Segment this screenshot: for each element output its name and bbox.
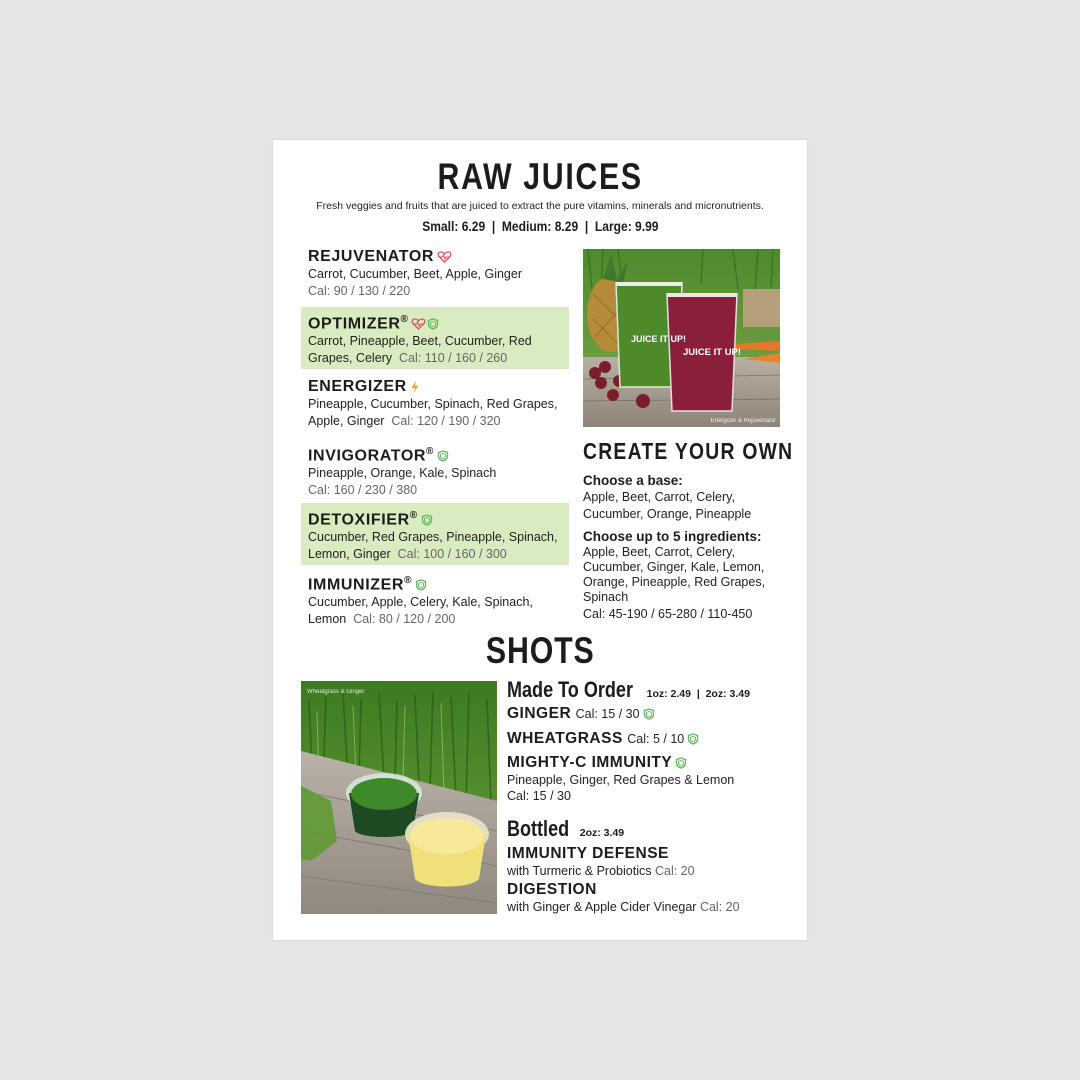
shield-icon (643, 708, 655, 720)
juice-ingredients: Pineapple, Cucumber, Spinach, Red Grapes, Apple, Ginger (308, 397, 558, 428)
shot-name: MIGHTY-C IMMUNITY (507, 754, 673, 771)
cyo-base-options: Apple, Beet, Carrot, Celery, Cucumber, Orange, Pineapple (583, 490, 752, 521)
juice-item-optimizer (301, 307, 569, 369)
bottled-header (507, 816, 624, 842)
juice-photo-caption: Energizer & Rejuvenator (710, 418, 776, 424)
raw-juices-prices: Small: 6.29 | Medium: 8.29 | Large: 9.99 (421, 218, 659, 234)
shot-name: IMMUNITY DEFENSE (507, 845, 669, 862)
cyo-base-label: Choose a base: (583, 473, 683, 488)
shot-calories: Cal: 15 / 30 (575, 707, 640, 721)
shot-calories: Cal: 20 (699, 900, 740, 914)
shot-item-wheatgrass (507, 730, 787, 748)
juice-ingredients: Cucumber, Apple, Celery, Kale, Spinach, Lemon (308, 595, 533, 627)
registered-mark: ® (404, 575, 413, 586)
juice-ingredients: Carrot, Cucumber, Beet, Apple, Ginger (308, 267, 522, 281)
juice-item-rejuvenator (301, 244, 569, 303)
juice-calories: Cal: 80 / 120 / 200 (353, 612, 456, 627)
cyo-ingredients-section (583, 528, 783, 622)
juice-name: ENERGIZER (308, 378, 407, 395)
shots-title: SHOTS (485, 630, 595, 671)
shot-calories: Cal: 20 (654, 864, 695, 878)
shot-name: DIGESTION (507, 881, 597, 898)
shield-icon (427, 318, 439, 330)
juice-name: OPTIMIZER (308, 315, 401, 333)
juice-name: IMMUNIZER (308, 576, 405, 594)
juice-ingredients: Pineapple, Orange, Kale, Spinach (308, 466, 497, 481)
juice-ingredients: Carrot, Pineapple, Beet, Cucumber, Red Grapes, Celery (308, 334, 532, 366)
shot-item-digestion (507, 881, 787, 915)
shield-icon (415, 579, 427, 591)
menu-card (273, 140, 807, 940)
juice-item-immunizer (301, 568, 569, 631)
cup-logo: JUICE IT UP! (631, 334, 687, 344)
heart-icon (437, 251, 452, 263)
shield-icon (421, 514, 433, 526)
juice-calories: Cal: 90 / 130 / 220 (308, 284, 411, 298)
juice-item-detoxifier (301, 503, 569, 565)
juice-calories: Cal: 100 / 160 / 300 (397, 547, 507, 562)
shot-name: GINGER (507, 705, 572, 722)
cup-logo: JUICE IT UP! (683, 347, 742, 358)
shield-icon (687, 733, 699, 745)
raw-juices-title: RAW JUICES (437, 156, 643, 197)
juice-calories: Cal: 110 / 160 / 260 (399, 351, 508, 366)
juice-calories: Cal: 160 / 230 / 380 (308, 483, 418, 498)
shots-photo-caption: Wheatgrass & Ginger (307, 689, 365, 695)
create-your-own-title: CREATE YOUR OWN (583, 438, 794, 464)
shot-ingredients: Pineapple, Ginger, Red Grapes & Lemon (507, 773, 735, 787)
shot-description: with Ginger & Apple Cider Vinegar (507, 900, 697, 914)
shots-photo (301, 681, 497, 914)
juice-photo (583, 249, 780, 427)
shot-name: WHEATGRASS (507, 730, 623, 747)
raw-juices-tagline: Fresh veggies and fruits that are juiced to extract the pure vitamins, minerals and micronutrients. (316, 200, 764, 212)
juice-ingredients: Cucumber, Red Grapes, Pineapple, Spinach, Lemon, Ginger (308, 530, 558, 562)
juice-item-invigorator (301, 439, 569, 502)
registered-mark: ® (409, 510, 418, 521)
shot-item-mighty-c (507, 754, 787, 804)
cyo-ingredients-options: Apple, Beet, Carrot, Celery, Cucumber, Ginger, Kale, Lemon, Orange, Pineapple, Red Grapes, Spinach (583, 545, 766, 604)
bottled-prices: 2oz: 3.49 (579, 827, 625, 839)
heart-icon (411, 318, 426, 330)
shot-item-ginger (507, 705, 787, 723)
made-to-order-prices: 1oz: 2.49 | 2oz: 3.49 (646, 688, 750, 700)
made-to-order-header (507, 677, 750, 703)
cyo-calories: Cal: 45-190 / 65-280 / 110-450 (583, 607, 753, 621)
shot-calories: Cal: 15 / 30 (507, 789, 571, 803)
cyo-base-section (583, 472, 793, 523)
registered-mark: ® (426, 446, 434, 457)
bottled-title: Bottled (507, 816, 570, 841)
bolt-icon (410, 380, 420, 394)
shield-icon (675, 757, 687, 769)
shot-description: with Turmeric & Probiotics (507, 864, 652, 878)
shot-item-immunity-defense (507, 845, 787, 879)
cyo-ingredients-label: Choose up to 5 ingredients: (583, 529, 762, 544)
registered-mark: ® (400, 314, 409, 325)
juice-name: DETOXIFIER (308, 511, 410, 529)
made-to-order-title: Made To Order (507, 677, 633, 702)
juice-name: INVIGORATOR (308, 447, 427, 465)
shield-icon (437, 450, 449, 462)
juice-item-energizer (301, 374, 569, 433)
juice-calories: Cal: 120 / 190 / 320 (391, 414, 501, 428)
juice-name: REJUVENATOR (308, 248, 435, 265)
shot-calories: Cal: 5 / 10 (627, 732, 685, 746)
